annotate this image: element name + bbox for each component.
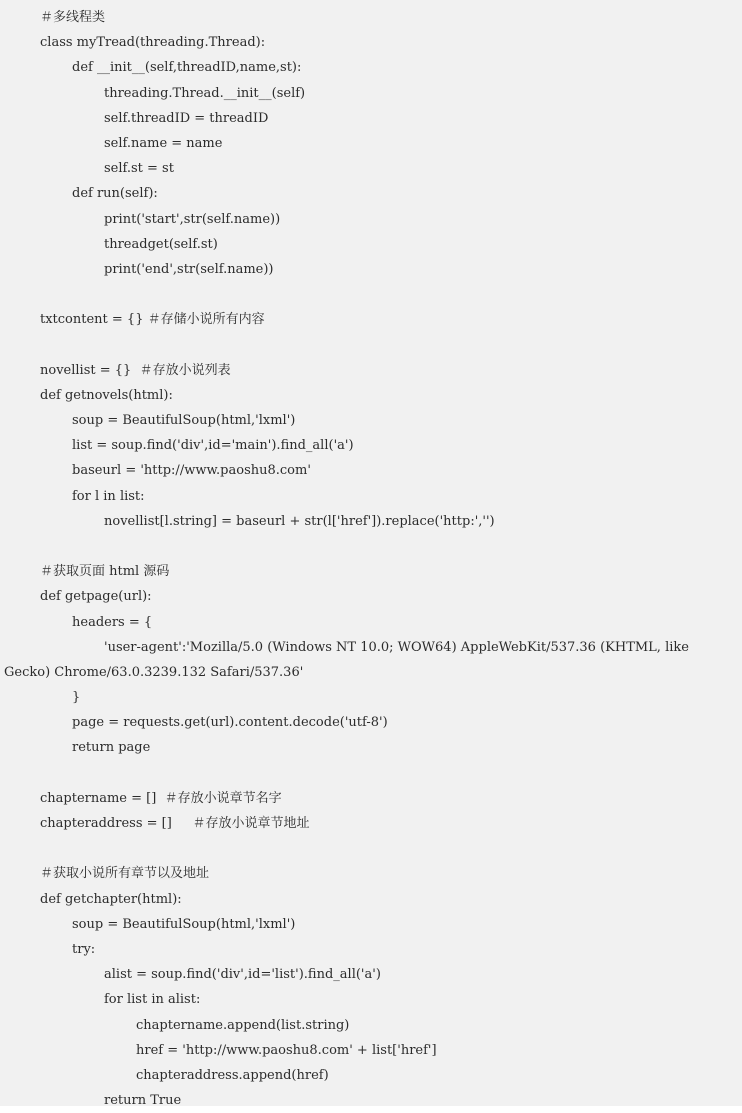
code-line: print('end',str(self.name)) <box>104 261 274 277</box>
code-line: soup = BeautifulSoup(html,'lxml') <box>72 916 296 932</box>
code-line: for l in list: <box>72 488 145 504</box>
code-line: chaptername.append(list.string) <box>136 1017 350 1033</box>
code-line: 'user-agent':'Mozilla/5.0 (Windows NT 10.0; WOW64) AppleWebKit/537.36 (KHTML, like <box>104 639 689 655</box>
code-line: page = requests.get(url).content.decode('utf-8') <box>72 715 388 731</box>
code-line: chaptername = [] ＃存放小说章节名字 <box>40 790 282 806</box>
code-line: def getchapter(html): <box>40 891 182 907</box>
code-line: alist = soup.find('div',id='list').find_all('a') <box>104 967 381 983</box>
code-line-wrapped: Gecko) Chrome/63.0.3239.132 Safari/537.36' <box>4 664 304 680</box>
blank-line <box>0 332 742 357</box>
blank-line <box>0 534 742 559</box>
code-line: baseurl = 'http://www.paoshu8.com' <box>72 463 311 479</box>
code-line: self.st = st <box>104 161 174 177</box>
code-line: def getnovels(html): <box>40 387 173 403</box>
code-line: def __init__(self,threadID,name,st): <box>72 60 302 76</box>
code-line: def getpage(url): <box>40 589 152 605</box>
blank-line <box>0 282 742 307</box>
code-line: novellist[l.string] = baseurl + str(l['href']).replace('http:','') <box>104 513 495 529</box>
code-line: headers = { <box>72 614 153 630</box>
code-line: return page <box>72 740 151 756</box>
code-line: href = 'http://www.paoshu8.com' + list['href'] <box>136 1042 437 1058</box>
code-comment: ＃获取页面 html 源码 <box>40 564 170 580</box>
code-line: print('start',str(self.name)) <box>104 211 281 227</box>
code-line: chapteraddress = [] ＃存放小说章节地址 <box>40 816 310 831</box>
code-line: chapteraddress.append(href) <box>136 1067 329 1083</box>
code-line: self.threadID = threadID <box>104 110 269 126</box>
blank-line <box>0 761 742 786</box>
code-line: threadget(self.st) <box>104 236 218 252</box>
code-line: soup = BeautifulSoup(html,'lxml') <box>72 413 296 428</box>
code-line: try: <box>72 941 96 957</box>
code-line: } <box>72 690 81 706</box>
code-comment: ＃多线程类 <box>40 10 106 25</box>
blank-line <box>0 836 742 861</box>
code-line: novellist = {} ＃存放小说列表 <box>40 362 231 378</box>
code-line: threading.Thread.__init__(self) <box>104 85 306 101</box>
code-line: self.name = name <box>104 135 223 151</box>
code-line: class myTread(threading.Thread): <box>40 35 266 51</box>
code-comment: ＃获取小说所有章节以及地址 <box>40 866 210 882</box>
code-line: return True <box>104 1093 182 1109</box>
code-line: list = soup.find('div',id='main').find_all('a') <box>72 438 354 454</box>
code-line: txtcontent = {} ＃存储小说所有内容 <box>40 312 265 328</box>
code-line: for list in alist: <box>104 992 201 1008</box>
code-line: def run(self): <box>72 186 158 202</box>
